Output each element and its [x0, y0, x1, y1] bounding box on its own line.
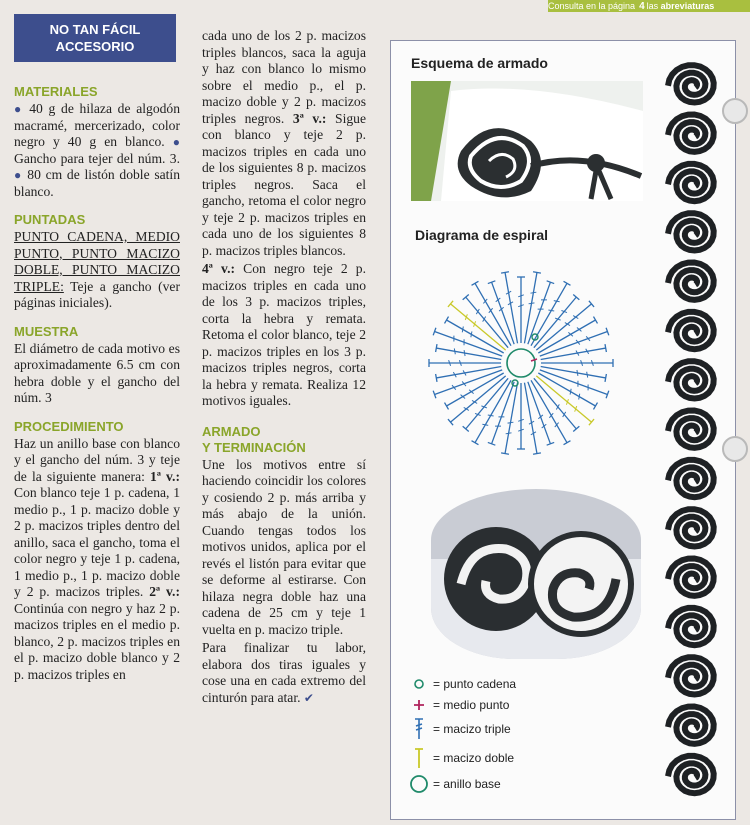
round-3-text: Sigue con blanco y teje 2 p. macizos triples en cada uno de los siguientes 8 p. macizos triples negros. Saca el gancho, retoma el color negro y teje 2 p. macizos triples en cada uno de los siguientes 8 p. macizos triples blancos. [202, 110, 366, 258]
legend-row-triple [409, 715, 516, 743]
legend-label-double: = macizo doble [433, 751, 515, 765]
symbol-legend [409, 673, 516, 794]
stitch-mark [517, 277, 525, 343]
text-column-1 [14, 84, 180, 683]
stitch-mark [517, 383, 525, 449]
chain-circle-icon [409, 678, 429, 690]
materiales-text [14, 101, 180, 200]
plus-icon [409, 699, 429, 711]
procedimiento-text [14, 436, 180, 684]
bullet-icon: ● [14, 168, 23, 182]
stitch-mark [472, 281, 511, 345]
procedimiento-heading: PROCEDIMIENTO [14, 418, 124, 434]
muestra-text: El diámetro de cada motivo es aproximadamente 6.5 cm con hebra doble y el gancho del núm. 3 [14, 340, 180, 405]
spiral-stitch-diagram [421, 247, 621, 479]
spiral-motif [668, 509, 714, 546]
checkmark-icon: ✔ [303, 690, 314, 705]
round-2-continued: cada uno de los 2 p. macizos triples blancos, saca la aguja y haz con blanco lo mismo sobre el medio p., el p. macizo doble y 2 p. macizos triples negros. [202, 28, 366, 126]
armado-heading-line1: ARMADO [202, 423, 261, 439]
single-crochet-mark [531, 359, 537, 361]
round-1-text: Con blanco teje 1 p. cadena, 1 medio p., 1 p. macizo doble y 2 p. macizos triples dentro del anillo, saca el gancho, toma el color negro y teje 1 p. cadena, 1 medio p., 1 p. macizo doble y 2 p. macizos triples. [14, 485, 180, 599]
legend-row-single [409, 694, 516, 715]
spiral-motif [668, 213, 714, 250]
topbar-suffix: abreviaturas [660, 1, 715, 11]
armado-heading [202, 424, 366, 456]
spiral-motif [668, 164, 714, 201]
stitch-mark [531, 380, 570, 444]
text-column-2 [202, 28, 366, 706]
stitch-mark [531, 281, 570, 345]
diagrama-title: Diagrama de espiral [415, 227, 549, 243]
stitch-mark [472, 380, 511, 444]
round-4-paragraph [202, 261, 366, 410]
binder-ring-icon [722, 98, 748, 124]
center-ring [507, 349, 535, 377]
page-reference-bar [548, 0, 750, 12]
belt-photo-top [411, 81, 643, 201]
legend-label-single: = medio punto [433, 697, 510, 712]
procedimiento-intro: Haz un anillo base con blanco y el gancho del núm. 3 y teje de la siguiente manera: [14, 435, 180, 484]
belt-photo-illustration [411, 81, 643, 201]
spiral-motif [668, 657, 714, 694]
armado-text-1: Une los motivos entre sí haciendo coincidir los colores y cosiendo 2 p. más arriba y más abajo de la unión. Cuando tengas todos los motivos unidos, aplica por el revés el listón para evitar que se deforme al estirarse. Con hilaza negra doble haz una cadena de 25 cm y teje 1 vuelta en p. macizo triple. [202, 456, 366, 637]
legend-label-triple: = macizo triple [433, 722, 511, 736]
bullet-icon: ● [14, 102, 24, 116]
puntadas-heading: PUNTADAS [14, 212, 86, 227]
spiral-motif [668, 65, 714, 102]
legend-label-ring: = anillo base [433, 776, 501, 791]
puntadas-text [14, 229, 180, 312]
spiral-motif [668, 312, 714, 349]
procedimiento-continued [202, 28, 366, 259]
bullet-icon: ● [172, 135, 180, 149]
round-2-label: 2ª v.: [149, 584, 180, 599]
armado-text-2 [202, 640, 366, 706]
muestra-heading: MUESTRA [14, 323, 79, 339]
topbar-prefix: Consulta en la página [548, 1, 636, 11]
round-3-label: 3ª v.: [292, 110, 327, 126]
topbar-middle: las [646, 1, 659, 11]
round-2-text: Continúa con negro y haz 2 p. macizos triples en el medio p. blanco, 2 p. macizos triples en el p. macizo doble blanco y 2 p. macizos triples en [14, 600, 180, 682]
stitch-mark [445, 373, 504, 409]
armado-text-2-body: Para finalizar tu labor, elabora dos tiras iguales y cose una en cada extremo del cinturón para atar. [202, 640, 366, 705]
spiral-motif [668, 361, 714, 398]
legend-row-double [409, 743, 516, 773]
spiral-border-decoration [661, 61, 725, 801]
spiral-motif [668, 115, 714, 152]
spiral-motif [668, 460, 714, 497]
spiral-motif [668, 411, 714, 448]
spiral-motif [668, 608, 714, 645]
belt-photo-bottom [431, 489, 641, 659]
binder-ring-icon [722, 436, 748, 462]
legend-label-chain: = punto cadena [433, 676, 517, 691]
materiales-heading: MATERIALES [14, 84, 98, 99]
stitch-mark [541, 359, 613, 367]
section-title-box [14, 14, 176, 62]
stitch-mark [538, 317, 597, 353]
puntadas-stitch-list: PUNTO CADENA, MEDIO PUNTO, PUNTO MACIZO DOBLE, PUNTO MACIZO TRIPLE: [14, 229, 180, 294]
round-1-label: 1ª v.: [150, 468, 180, 484]
materiales-item-1: 40 g de hilaza de algodón macramé, mercerizado, color negro y 40 g en blanco. [14, 101, 181, 149]
motif-photo-illustration [431, 489, 641, 659]
stitch-mark [538, 373, 597, 409]
round-4-text: Con negro teje 2 p. macizos triples en cada uno de los 3 p. macizos triples, corta la hebra y remata. Retoma el color blanco, teje 2 p. macizos triples en los 3 p. macizos triples negros, corta la hebra y remata. Realiza 12 motivos iguales. [202, 261, 366, 408]
legend-row-ring [409, 773, 516, 794]
round-4-label: 4ª v.: [202, 261, 235, 276]
armado-heading-line2: Y TERMINACIÓN [202, 439, 306, 455]
spiral-motif [668, 756, 714, 793]
section-title-line1: NO TAN FÁCIL [49, 22, 141, 37]
legend-row-chain [409, 673, 516, 694]
topbar-page-number: 4 [639, 1, 645, 12]
materiales-item-3: 80 cm de listón doble satín blanco. [14, 167, 180, 199]
triple-crochet-icon [409, 717, 429, 741]
double-crochet-icon [409, 746, 429, 770]
section-title-line2: ACCESORIO [55, 39, 135, 54]
diagram-panel [390, 40, 736, 820]
spiral-motif [668, 263, 714, 300]
materiales-item-2: Gancho para tejer del núm. 3. [14, 150, 180, 166]
magic-ring-icon [409, 774, 429, 794]
esquema-title: Esquema de armado [411, 55, 548, 71]
spiral-motif [668, 707, 714, 744]
stitch-mark [429, 359, 501, 367]
puntadas-description: Teje a gancho (ver páginas iniciales). [14, 278, 180, 310]
spiral-motif [668, 559, 714, 596]
stitch-mark [445, 317, 504, 353]
